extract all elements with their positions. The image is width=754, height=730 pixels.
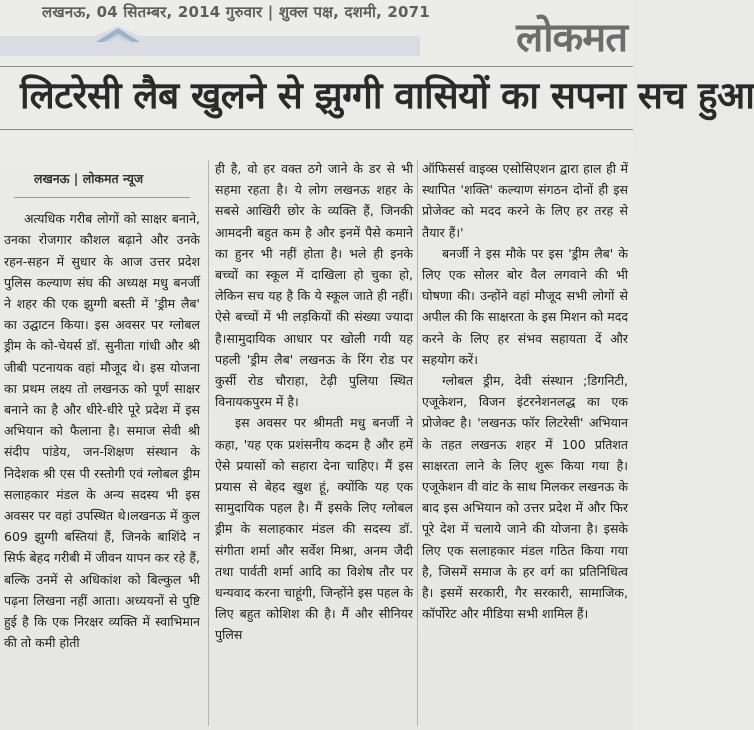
newspaper-logo: लोकमत (516, 15, 627, 61)
article-column-3 (422, 158, 628, 726)
headline-rule (0, 129, 633, 130)
article-paragraph: बनर्जी ने इस मौके पर इस 'ड्रीम लैब' के लिए एक सोलर बोर वैल लगवाने की भी घोषणा की। उन्होंने वहां मौजूद सभी लोगों से अपील की कि साक्षरता के इस मिशन को मदद करने के लिए हर संभव सहायता दें और सहयोग करें। (422, 245, 628, 367)
headline: लिटरेसी लैब खुलने से झुग्गी वासियों का सपना सच हुआ (20, 74, 754, 117)
article-paragraph: ही है, वो हर वक्त ठगे जाने के डर से भी सहमा रहता है। ये लोग लखनऊ शहर के सबसे आखिरी छोर के व्यक्ति हैं, जिनकी आमदनी बहुत कम है और इनमें पैसे कमाने का हुनर भी नहीं होता है। भले ही इनके बच्चों का स्कूल में दाखिला हो चुका हो, लेकिन सच यह है कि ये स्कूल जाते ही नहीं। ऐसे बच्चों में भी लड़कियों की संख्या ज्यादा है।सामुदायिक आधार पर खोली गयी यह पहली 'ड्रीम लैब' लखनऊ के रिंग रोड पर कुर्सी रोड चौराहा, टेढ़ी पुलिया स्थित विनायकपुरम में है। (215, 161, 413, 410)
header-arrow-graphic (0, 22, 420, 66)
article-paragraph: अत्यधिक गरीब लोगों को साक्षर बनाने, उनका रोजगार कौशल बढ़ाने और उनके रहन-सहन में सुधार के आज उत्तर प्रदेश पुलिस कल्याण संघ की अध्यक्ष मधु बनर्जी ने शहर की एक झुग्गी बस्ती में 'ड्रीम लैब' का उद्घाटन किया। इस अवसर पर ग्लोबल ड्रीम के को-चेयर्स डॉ. सुनीता गांधी और श्री जीबी पटनायक वहां मौजूद थे। इस योजना का प्रथम लक्ष्य तो लखनऊ को पूर्ण साक्षर बनाने का है और धीरे-धीरे पूरे प्रदेश में इस अभियान को फैलाना है। समाज सेवी श्री संदीप पांडेय, जन-शिक्षण संस्थान के निदेशक श्री एस पी रस्तोगी एवं ग्लोबल ड्रीम सलाहकार मंडल के अन्य सदस्य भी इस अवसर पर वहां उपस्थित थे।लखनऊ में कुल 609 झुग्गी बस्तियां हैं, जिनके बाशिंदे न सिर्फ बेहद गरीबी में जीवन यापन कर रहे हैं, बल्कि उनमें से अधिकांश को बिल्कुल भी पढ़ना लिखना नहीं आता। अध्ययनों से पुष्टि हुई है कि एक निरक्षर व्यक्ति में स्वाभिमान की तो कमी होती (4, 211, 200, 651)
column-divider-1 (208, 160, 209, 726)
dateline: लखनऊ, 04 सितम्बर, 2014 गुरुवार | शुक्ल पक्ष, दशमी, 2071 (42, 3, 430, 21)
article-paragraph: ऑफिसर्स वाइव्स एसोसिएशन द्वारा हाल ही में स्थापित 'शक्ति' कल्याण संगठन दोनों ही इस प्रोजेक्ट को मदद करने के लिए हर तरह से तैयार हैं।' (422, 161, 628, 240)
byline-divider (14, 197, 190, 198)
byline: लखनऊ | लोकमत न्यूज (34, 171, 144, 186)
article-paragraph: ग्लोबल ड्रीम, देवी संस्थान ;डिगनिटी, एजूकेशन, विजन इंटरनेशनलद्ध का एक प्रोजेक्ट है। 'लखनऊ फॉर लिटरेसी' अभियान के तहत लखनऊ शहर में 100 प्रतिशत साक्षरता लाने के लिए शुरू किया गया है। एजूकेशन वी वांट के साथ मिलकर लखनऊ के बाद इस अभियान को उत्तर प्रदेश में और फिर पूरे देश में चलाये जाने की योजना है। इसके लिए एक सलाहकार मंडल गठित किया गया है, जिसमें समाज के हर वर्ग का प्रतिनिधित्व है। इसमें सरकारी, गैर सरकारी, सामाजिक, कॉर्पोरेट और मीडिया सभी शामिल हैं। (422, 373, 628, 622)
article-paragraph: इस अवसर पर श्रीमती मधु बनर्जी ने कहा, 'यह एक प्रशंसनीय कदम है और हमें ऐसे प्रयासों को सहारा देना चाहिए। मैं इस प्रयास से बेहद खुश हूं, क्योंकि यह एक सामुदायिक पहल है। मैं इसके लिए ग्लोबल ड्रीम के सलाहकार मंडल की सदस्य डॉ. संगीता शर्मा और सर्वेश मिश्रा, अनम जैदी तथा पार्वती शर्मा आदि का विशेष तौर पर धन्यवाद करना चाहूंगी, जिन्होंने इस पहल के लिए बहुत कोशिश की है। मैं और सीनियर पुलिस (215, 415, 413, 643)
article-column-2 (215, 158, 413, 726)
header-rule (0, 66, 633, 67)
article-column-1 (4, 158, 200, 726)
column-divider-2 (417, 160, 418, 726)
